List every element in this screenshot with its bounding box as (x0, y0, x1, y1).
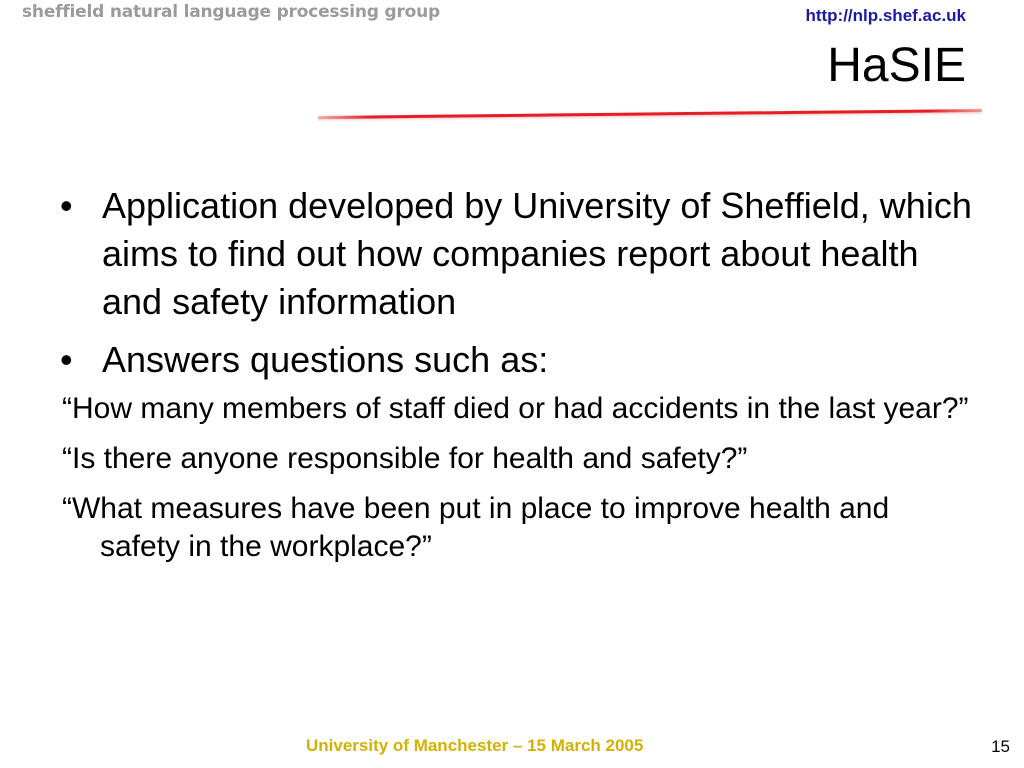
example-question: “How many members of staff died or had accidents in the last year?” (62, 392, 969, 425)
example-question: “Is there anyone responsible for health and safety?” (62, 442, 748, 475)
bullet-dot-icon: • (60, 339, 73, 380)
nlp-group-logo: sheffield natural language processing group (22, 2, 440, 22)
footer-text: University of Manchester – 15 March 2005 (306, 736, 644, 755)
bullet-text: Application developed by University of Sheffield, which aims to find out how companies report about health and safety information (102, 185, 972, 322)
bullet-list (56, 182, 976, 384)
site-url-link[interactable]: http://nlp.shef.ac.uk (805, 6, 966, 25)
slide-title: HaSIE (827, 39, 966, 92)
page-number: 15 (991, 737, 1010, 756)
bullet-item (56, 336, 976, 384)
bullet-text: Answers questions such as: (102, 339, 549, 380)
bullet-item (56, 182, 976, 326)
red-divider-line (316, 104, 984, 122)
example-question: “What measures have been put in place to improve health and safety in the workplace?” (62, 492, 890, 563)
slide-body (56, 182, 976, 578)
bullet-dot-icon: • (60, 185, 73, 226)
